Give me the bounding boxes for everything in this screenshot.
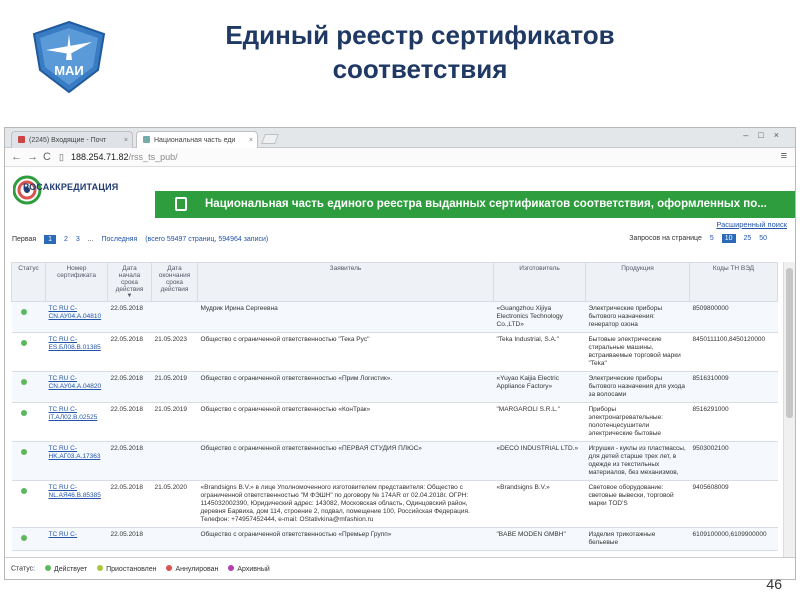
status-active-icon — [21, 449, 27, 455]
minimize-icon[interactable]: – — [743, 130, 759, 140]
manufacturer: «Brandsigns B.V.» — [494, 481, 586, 528]
status-dot-icon — [97, 565, 103, 571]
extended-search-link[interactable]: Расширенный поиск — [716, 220, 787, 229]
applicant: Общество с ограниченной ответственностью «ПЕРВАЯ СТУДИЯ ПЛЮС» — [198, 442, 494, 481]
product: Световое оборудование: световые вывески, торговой марки TOD'S — [586, 481, 690, 528]
col-start-date[interactable] — [108, 263, 152, 302]
certificate-link[interactable]: ТС RU C-HK.АГ03.А.17363 — [48, 445, 101, 460]
table-row[interactable] — [12, 302, 778, 333]
per-page-label: Запросов на странице — [629, 235, 702, 242]
legend-active: Действует — [45, 566, 87, 573]
table-header-row — [12, 263, 778, 302]
per-page-10[interactable]: 10 — [722, 234, 736, 243]
status-active-icon — [21, 309, 27, 315]
codes: 8450111100,8450120000 — [690, 333, 778, 372]
table-row[interactable] — [12, 403, 778, 442]
codes: 6109100000,6109900000 — [690, 528, 778, 551]
col-end-date[interactable]: Дата окончания срока действия — [152, 263, 198, 302]
mai-logo — [30, 20, 108, 94]
new-tab-button[interactable] — [261, 134, 279, 144]
mail-favicon-icon — [18, 136, 25, 143]
codes: 8516310009 — [690, 372, 778, 403]
col-applicant[interactable]: Заявитель — [198, 263, 494, 302]
codes: 8516291000 — [690, 403, 778, 442]
status-legend — [5, 557, 795, 579]
url-host: 188.254.71.82 — [71, 152, 129, 162]
product: Изделия трикотажные бельевые — [586, 528, 690, 551]
window-controls[interactable] — [743, 130, 789, 140]
tab-registry[interactable] — [136, 131, 258, 148]
product: Электрические приборы бытового назначения: генератор озона — [586, 302, 690, 333]
certificate-link[interactable]: ТС RU C-CN.АУ04.А.04820 — [48, 375, 102, 390]
legend-annulled: Аннулирован — [166, 566, 218, 573]
page-favicon-icon — [143, 136, 150, 143]
document-icon — [175, 197, 187, 211]
col-start-date-label: Дата начала срока действия — [115, 265, 144, 293]
applicant: Мудрик Ирина Сергеевна — [198, 302, 494, 333]
slide-title-line-1: Единый реестр сертификатов — [225, 20, 615, 50]
product: Игрушки - куклы из пластмассы, для детей старше трех лет, в одежде из текстильных материалов, без механизмов, — [586, 442, 690, 481]
org-name: РОСАККРЕДИТАЦИЯ — [23, 182, 119, 192]
start-date: 22.05.2018 — [108, 481, 152, 528]
col-product[interactable]: Продукция — [586, 263, 690, 302]
manufacturer: "MARGAROLI S.R.L." — [494, 403, 586, 442]
end-date: 21.05.2020 — [152, 481, 198, 528]
legend-archived: Архивный — [228, 566, 269, 573]
logo-text: МАИ — [54, 63, 84, 78]
per-page-5[interactable]: 5 — [709, 235, 714, 242]
scrollbar-thumb[interactable] — [786, 268, 793, 418]
banner-title: Национальная часть единого реестра выданных сертификатов соответствия, оформленных по... — [205, 198, 767, 210]
tab-bar — [5, 128, 795, 148]
tab-mail[interactable] — [11, 131, 133, 148]
menu-icon[interactable]: ≡ — [780, 150, 787, 162]
status-active-icon — [21, 535, 27, 541]
manufacturer: "Teka Industrial, S.A." — [494, 333, 586, 372]
certificate-link[interactable]: ТС RU C-CN.АУ04.А.04810 — [48, 305, 102, 320]
page-link-1[interactable]: 1 — [44, 235, 56, 244]
page-info-icon[interactable]: ▯ — [59, 152, 64, 162]
tab-label: Национальная часть еди — [154, 137, 236, 144]
manufacturer: «DECO INDUSTRIAL LTD.» — [494, 442, 586, 481]
applicant: Общество с ограниченной ответственностью «Прим Логистик». — [198, 372, 494, 403]
certificate-link[interactable]: ТС RU C- — [48, 531, 78, 538]
status-active-icon — [21, 410, 27, 416]
per-page-50[interactable]: 50 — [759, 235, 767, 242]
applicant: Общество с ограниченной ответственностью "Тека Рус" — [198, 333, 494, 372]
status-dot-icon — [45, 565, 51, 571]
start-date: 22.05.2018 — [108, 372, 152, 403]
per-page-25[interactable]: 25 — [743, 235, 752, 242]
slide-number: 46 — [766, 576, 782, 592]
status-active-icon — [21, 340, 27, 346]
product: Электрические приборы бытового назначения для ухода за волосами — [586, 372, 690, 403]
address-bar — [5, 148, 795, 167]
status-dot-icon — [228, 565, 234, 571]
manufacturer: «Yuyao Kaijia Electric Appliance Factory» — [494, 372, 586, 403]
legend-suspended: Приостановлен — [97, 566, 156, 573]
end-date — [152, 302, 198, 333]
product: Бытовые электрические стиральные машины, встраиваемые торговой марки "Teka" — [586, 333, 690, 372]
status-legend-label: Статус: — [11, 565, 36, 573]
col-manufacturer[interactable]: Изготовитель — [494, 263, 586, 302]
tab-label: (2245) Входящие - Почт — [29, 137, 107, 144]
col-number[interactable]: Номер сертификата — [46, 263, 108, 302]
start-date: 22.05.2018 — [108, 302, 152, 333]
page-link-2[interactable]: 2 — [63, 236, 68, 243]
pager-ellipsis: ... — [87, 236, 94, 243]
certificate-link[interactable]: ТС RU C-IT.АЛ02.В.02525 — [48, 406, 98, 421]
applicant: Общество с ограниченной ответственностью «Премьер Групп» — [198, 528, 494, 551]
table-row[interactable] — [12, 481, 778, 528]
certificate-link[interactable]: ТС RU C-ES.БЛ08.В.01385 — [48, 336, 101, 351]
status-dot-icon — [166, 565, 172, 571]
end-date: 21.05.2019 — [152, 372, 198, 403]
sort-desc-icon: ▼ — [126, 293, 133, 299]
first-page-link[interactable]: Первая — [12, 236, 37, 243]
last-page-link[interactable]: Последняя — [101, 236, 138, 243]
product: Приборы электронагревательные: полотенцесушители электрические бытовые — [586, 403, 690, 442]
codes: 8509800000 — [690, 302, 778, 333]
page-link-3[interactable]: 3 — [75, 236, 80, 243]
pagination-row — [5, 231, 795, 251]
status-active-icon — [21, 379, 27, 385]
applicant: «Brandsigns B.V.» в лице Уполномоченного изготовителем представителя: Общество с ограниченной ответственностью "М ФЭШН" по договору № 174AR от 02.04.2018г. ОГРН: 1145032002390, Юридический адрес: 143082, Московская область, Одинцовский район, деревня Барвиха, дом 114, строение 2, подвал, помещение 100, Российская Федерация. Телефон: +74957452444, e-mail: OStativkina@mfashion.ru — [198, 481, 494, 528]
start-date: 22.05.2018 — [108, 403, 152, 442]
slide-title-line-2: соответствия — [332, 54, 508, 84]
url-field[interactable] — [71, 150, 771, 164]
end-date: 21.05.2019 — [152, 403, 198, 442]
manufacturer: "BABE MODEN GMBH" — [494, 528, 586, 551]
certificate-link[interactable]: ТС RU C-NL.АЯ46.В.85385 — [48, 484, 101, 499]
close-icon[interactable]: × — [248, 137, 253, 144]
table-row[interactable] — [12, 333, 778, 372]
end-date — [152, 442, 198, 481]
table-row[interactable] — [12, 372, 778, 403]
status-active-icon — [21, 488, 27, 494]
total-count: (всего 59497 страниц, 594964 записи) — [145, 236, 269, 243]
maximize-icon[interactable]: □ — [758, 130, 774, 140]
manufacturer: «Guangzhou Xijiya Electronics Technology Co.,LTD» — [494, 302, 586, 333]
start-date: 22.05.2018 — [108, 333, 152, 372]
window-close-icon[interactable]: × — [773, 130, 789, 140]
start-date: 22.05.2018 — [108, 528, 152, 551]
table-row[interactable] — [12, 442, 778, 481]
forward-arrow-icon[interactable]: → — [27, 151, 38, 163]
close-icon[interactable]: × — [123, 137, 128, 144]
col-codes[interactable]: Коды ТН ВЭД — [690, 263, 778, 302]
pagination — [12, 235, 274, 244]
end-date: 21.05.2023 — [152, 333, 198, 372]
start-date: 22.05.2018 — [108, 442, 152, 481]
banner — [155, 191, 795, 218]
reload-icon[interactable]: C — [43, 151, 51, 163]
codes: 9405608009 — [690, 481, 778, 528]
site-header — [5, 167, 795, 229]
slide-title — [150, 18, 690, 86]
certificates-table — [11, 262, 778, 551]
end-date — [152, 528, 198, 551]
per-page-selector — [623, 235, 767, 242]
codes: 9503002100 — [690, 442, 778, 481]
applicant: Общество с ограниченной ответственностью «КонТрак» — [198, 403, 494, 442]
back-arrow-icon[interactable]: ← — [11, 151, 22, 163]
vertical-scrollbar[interactable] — [783, 262, 795, 557]
col-status[interactable]: Статус — [12, 263, 46, 302]
table-row[interactable] — [12, 528, 778, 551]
browser-window — [4, 127, 796, 580]
url-path: /rss_ts_pub/ — [128, 152, 178, 162]
